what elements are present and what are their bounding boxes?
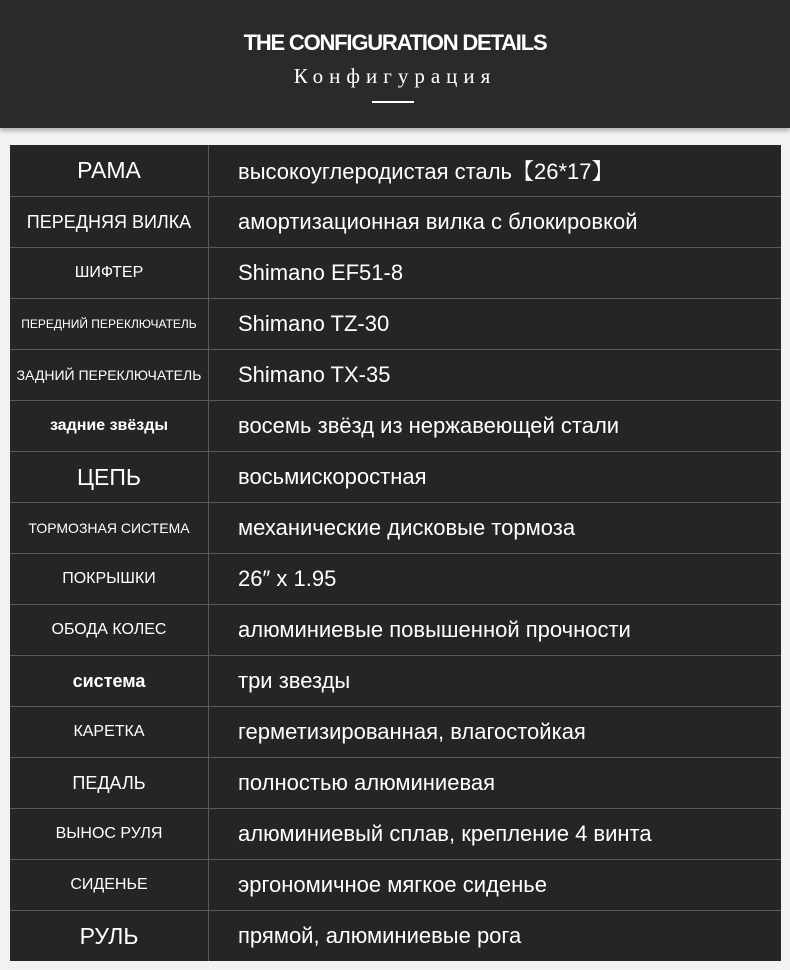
spec-label: ОБОДА КОЛЕС <box>10 605 209 655</box>
spec-value: амортизационная вилка с блокировкой <box>238 209 638 234</box>
spec-label: РУЛЬ <box>10 911 209 961</box>
spec-value: восемь звёзд из нержавеющей стали <box>238 413 620 438</box>
spec-row-chain <box>10 451 781 502</box>
spec-row-rims <box>10 604 781 655</box>
spec-row-stem <box>10 808 781 859</box>
spec-value: Shimano EF51-8 <box>238 260 404 285</box>
spec-label: ШИФТЕР <box>10 248 209 298</box>
spec-label: система <box>10 656 209 706</box>
spec-label: СИДЕНЬЕ <box>10 860 209 910</box>
spec-value: полностью алюминиевая <box>238 770 496 795</box>
spec-value: Shimano TZ-30 <box>238 311 390 336</box>
spec-value: герметизированная, влагостойкая <box>238 719 586 744</box>
spec-label: ЗАДНИЙ ПЕРЕКЛЮЧАТЕЛЬ <box>10 350 209 400</box>
spec-row-tires <box>10 553 781 604</box>
spec-label: КАРЕТКА <box>10 707 209 757</box>
spec-label: ЦЕПЬ <box>10 452 209 502</box>
spec-table <box>10 145 781 961</box>
spec-label: ПЕДАЛЬ <box>10 758 209 808</box>
spec-value: прямой, алюминиевые рога <box>238 923 522 948</box>
spec-row-brakes <box>10 502 781 553</box>
spec-value: механические дисковые тормоза <box>238 515 576 540</box>
header-banner <box>0 0 790 128</box>
page-subtitle: Конфигурация <box>293 64 497 88</box>
spec-value: эргономичное мягкое сиденье <box>238 872 547 897</box>
spec-value: высокоуглеродистая сталь【26*17】 <box>238 158 614 184</box>
spec-value: 26″ x 1.95 <box>238 566 337 591</box>
spec-label: задние звёзды <box>10 401 209 451</box>
page-title: THE CONFIGURATION DETAILS <box>243 30 547 55</box>
spec-row-crankset <box>10 655 781 706</box>
spec-row-pedals <box>10 757 781 808</box>
spec-value: алюминиевый сплав, крепление 4 винта <box>238 821 652 846</box>
spec-value: три звезды <box>238 668 351 693</box>
spec-label: ПЕРЕДНИЙ ПЕРЕКЛЮЧАТЕЛЬ <box>10 299 209 349</box>
spec-label: РАМА <box>10 145 209 195</box>
spec-row-frame <box>10 145 781 195</box>
spec-label: ПОКРЫШКИ <box>10 554 209 604</box>
spec-label: ПЕРЕДНЯЯ ВИЛКА <box>10 197 209 247</box>
spec-row-rear-derailleur <box>10 349 781 400</box>
spec-row-fork <box>10 196 781 247</box>
spec-row-shifter <box>10 247 781 298</box>
spec-label: ВЫНОС РУЛЯ <box>10 809 209 859</box>
spec-row-bottom-bracket <box>10 706 781 757</box>
spec-value: алюминиевые повышенной прочности <box>238 617 631 642</box>
spec-value: восьмискоростная <box>238 464 427 489</box>
spec-label: ТОРМОЗНАЯ СИСТЕМА <box>10 503 209 553</box>
spec-row-cassette <box>10 400 781 451</box>
spec-row-saddle <box>10 859 781 910</box>
title-underline <box>372 101 414 103</box>
spec-row-handlebar <box>10 910 781 961</box>
spec-row-front-derailleur <box>10 298 781 349</box>
spec-value: Shimano TX-35 <box>238 362 391 387</box>
